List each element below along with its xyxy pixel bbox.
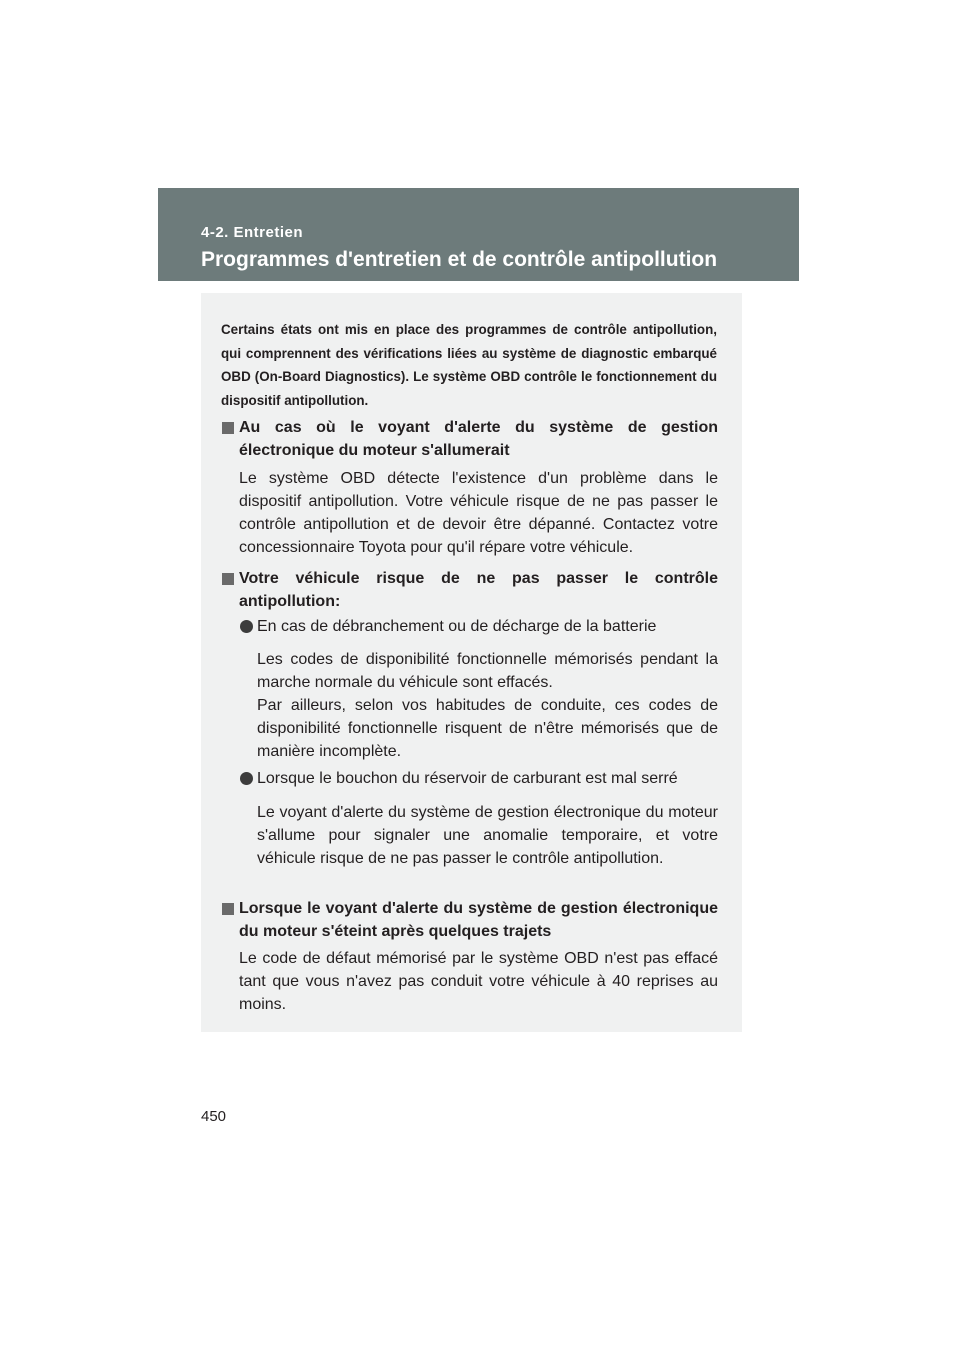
round-bullet-icon bbox=[240, 772, 253, 785]
section-body: Le code de défaut mémorisé par le système OBD n'est pas effacé tant que vous n'avez pas conduit votre véhicule à 40 reprises au moins. bbox=[239, 950, 718, 1013]
bullet-paragraph: Le voyant d'alerte du système de gestion électronique du moteur s'allume pour signaler une anomalie temporaire, et votre véhicule risque de ne pas passer le contrôle antipollution. bbox=[257, 804, 718, 867]
square-bullet-icon bbox=[222, 573, 234, 585]
section-label: 4-2. Entretien bbox=[201, 224, 304, 241]
chapter-header bbox=[158, 188, 799, 281]
content-box bbox=[201, 293, 742, 1032]
square-bullet-icon bbox=[222, 422, 234, 434]
bullet-label: En cas de débranchement ou de décharge de la batterie bbox=[257, 618, 657, 635]
page-title: Programmes d'entretien et de contrôle antipollution bbox=[201, 248, 718, 271]
section-body: Le système OBD détecte l'existence d'un problème dans le dispositif antipollution. Votre véhicule risque de ne pas passer le contrôle antipollution et de devoir être dépanné. Contactez votre concessionnaire Toyota pour qu'il répare votre véhicule. bbox=[239, 470, 718, 556]
bullet-label: Lorsque le bouchon du réservoir de carburant est mal serré bbox=[257, 770, 678, 787]
bullet-paragraph: Les codes de disponibilité fonctionnelle mémorisés pendant la marche normale du véhicule sont effacés. bbox=[257, 651, 718, 691]
section-heading: Au cas où le voyant d'alerte du système de gestion électronique du moteur s'allumerait bbox=[239, 419, 718, 459]
round-bullet-icon bbox=[240, 620, 253, 633]
section-heading: Votre véhicule risque de ne pas passer le contrôle antipollution: bbox=[239, 570, 718, 610]
intro-paragraph: Certains états ont mis en place des programmes de contrôle antipollution, qui comprennent des vérifications liées au système de diagnostic embarqué OBD (On-Board Diagnostics). Le système OBD contrôle le fonctionnement du dispositif antipollution. bbox=[221, 322, 717, 408]
bullet-body bbox=[257, 801, 718, 870]
section-heading: Lorsque le voyant d'alerte du système de gestion électronique du moteur s'éteint après quelques trajets bbox=[239, 900, 718, 940]
bullet-paragraph: Par ailleurs, selon vos habitudes de conduite, ces codes de disponibilité fonctionnelle risquent de n'être mémorisés que de manière incomplète. bbox=[257, 697, 718, 760]
bullet-body bbox=[257, 648, 718, 763]
square-bullet-icon bbox=[222, 903, 234, 915]
page-number: 450 bbox=[201, 1108, 227, 1125]
